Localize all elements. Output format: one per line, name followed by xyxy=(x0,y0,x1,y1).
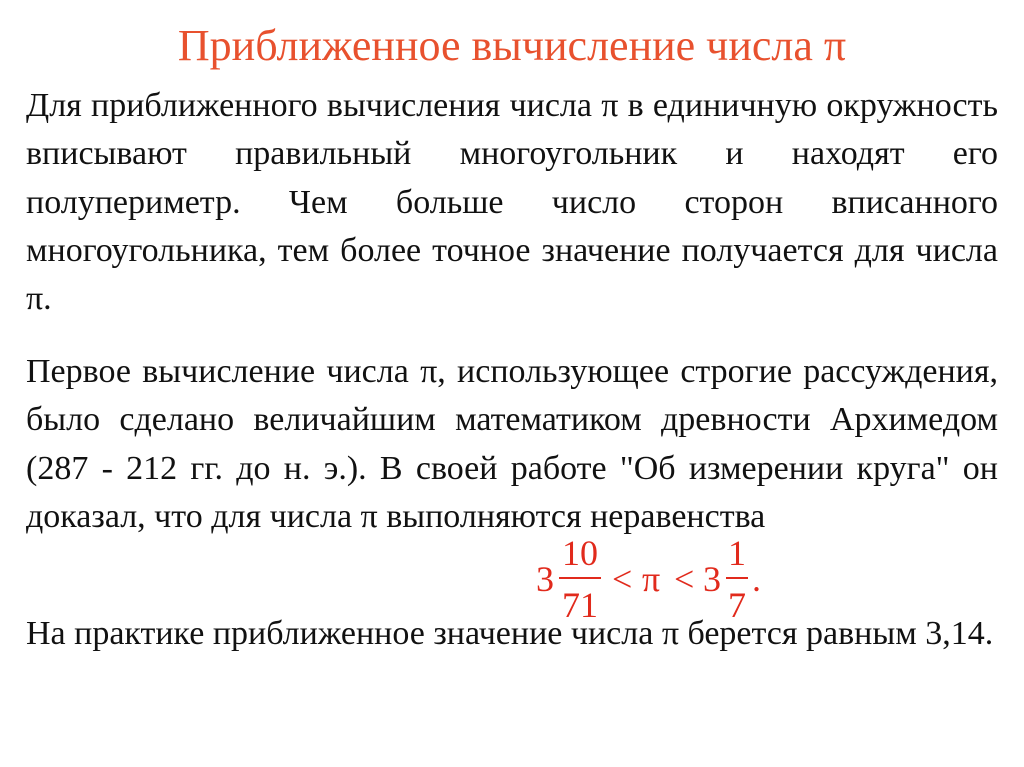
formula-right-numerator: 1 xyxy=(728,533,746,573)
formula-left-numerator: 10 xyxy=(562,533,598,573)
formula-period: . xyxy=(752,559,761,599)
formula-right-whole: 3 xyxy=(703,559,721,599)
formula-right-denominator: 7 xyxy=(728,585,746,625)
formula-left-whole: 3 xyxy=(536,559,554,599)
paragraph-polygon-method: Для приближенного вычисления числа π в единичную окружность вписывают правильный многоугольник и находят его полупериметр. Чем больше число сторон вписанного многоугольника, тем более точное значение получается для числа π. xyxy=(26,87,998,318)
formula-left-fraction-bar xyxy=(559,577,601,579)
formula-left-denominator: 71 xyxy=(562,585,598,625)
paragraph-archimedes: Первое вычисление числа π, использующее строгие рассуждения, было сделано величайшим математиком древности Архимедом (287 - 212 гг. до н. э.). В своей работе "Об измерении круга" он доказал, что для числа π выполняются неравенства xyxy=(26,353,998,535)
formula-less-than-2: < xyxy=(674,559,695,599)
slide-title: Приближенное вычисление числа π xyxy=(177,21,847,70)
formula-less-than-1: < xyxy=(612,559,633,599)
formula-pi-symbol: π xyxy=(642,559,661,599)
formula-right-fraction-bar xyxy=(726,577,748,579)
paragraph-practical-value: На практике приближенное значение числа π берется равным 3,14. xyxy=(26,615,994,652)
